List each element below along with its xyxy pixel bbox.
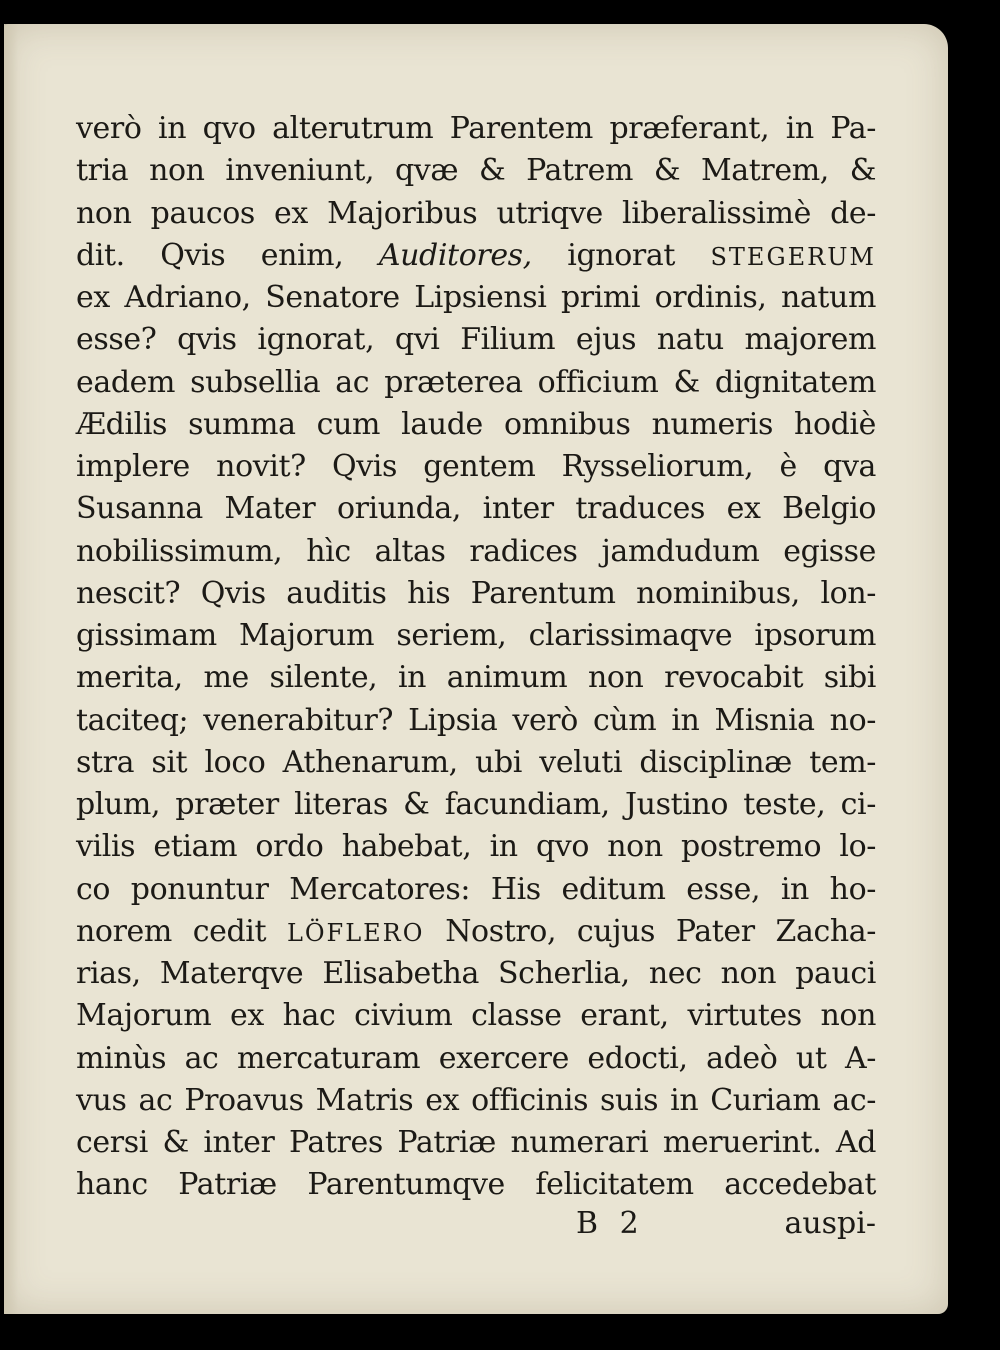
text-line: Susanna Mater oriunda, inter traduces ex Belgio	[76, 491, 876, 527]
text-line: stra sit loco Athenarum, ubi veluti disciplinæ tem-	[76, 744, 876, 780]
text-line: gissimam Majorum seriem, clarissimaqve ipsorum	[76, 618, 876, 653]
small-caps-name: STEGERUM	[710, 242, 876, 271]
text-line: Ædilis summa cum laude omnibus numeris hodiè	[76, 406, 876, 442]
text-line: vilis etiam ordo habebat, in qvo non postremo lo-	[76, 829, 876, 865]
text-line: hanc Patriæ Parentumqve felicitatem accedebat	[76, 1167, 876, 1203]
text-line: cersi & inter Patres Patriæ numerari meruerint. Ad	[76, 1125, 876, 1160]
page-footer	[76, 1200, 876, 1250]
text-line: rias, Materqve Elisabetha Scherlia, nec non pauci	[76, 956, 876, 991]
text-line: dit. Qvis enim, Auditores, ignorat STEGERUM	[76, 237, 876, 273]
text-line: norem cedit LÖFLERO Nostro, cujus Pater Zacha-	[76, 913, 876, 949]
text-line: verò in qvo alterutrum Parentem præferant, in Pa-	[76, 111, 876, 146]
text-line: merita, me silente, in animum non revocabit sibi	[76, 660, 876, 696]
text-line: plum, præter literas & facundiam, Justino teste, ci-	[76, 787, 876, 822]
text-line: minùs ac mercaturam exercere edocti, adeò ut A-	[76, 1040, 876, 1076]
text-line: implere novit? Qvis gentem Rysseliorum, è qva	[76, 449, 876, 484]
catchword: auspi-	[784, 1206, 876, 1241]
small-caps-name: LÖFLERO	[286, 918, 425, 947]
text-line: non paucos ex Majoribus utriqve liberalissimè de-	[76, 195, 876, 231]
body-text	[76, 108, 876, 1207]
text-line: taciteq; venerabitur? Lipsia verò cùm in Misnia no-	[76, 702, 876, 738]
text-line: vus ac Proavus Matris ex officinis suis in Curiam ac-	[76, 1082, 876, 1118]
text-line: co ponuntur Mercatores: His editum esse, in ho-	[76, 871, 876, 907]
text-line: eadem subsellia ac præterea officium & dignitatem	[76, 364, 876, 400]
text-line: nobilissimum, hìc altas radices jamdudum egisse	[76, 533, 876, 569]
text-line: nescit? Qvis auditis his Parentum nominibus, lon-	[76, 575, 876, 611]
text-line: tria non inveniunt, qvæ & Patrem & Matrem, &	[76, 153, 876, 189]
text-line: ex Adriano, Senatore Lipsiensi primi ordinis, natum	[76, 280, 876, 315]
text-line: Majorum ex hac civium classe erant, virtutes non	[76, 998, 876, 1034]
italic-address: Auditores,	[378, 237, 532, 273]
text-line: esse? qvis ignorat, qvi Filium ejus natu majorem	[76, 322, 876, 358]
binding-edge	[4, 24, 18, 1314]
signature-mark: B 2	[576, 1206, 645, 1241]
